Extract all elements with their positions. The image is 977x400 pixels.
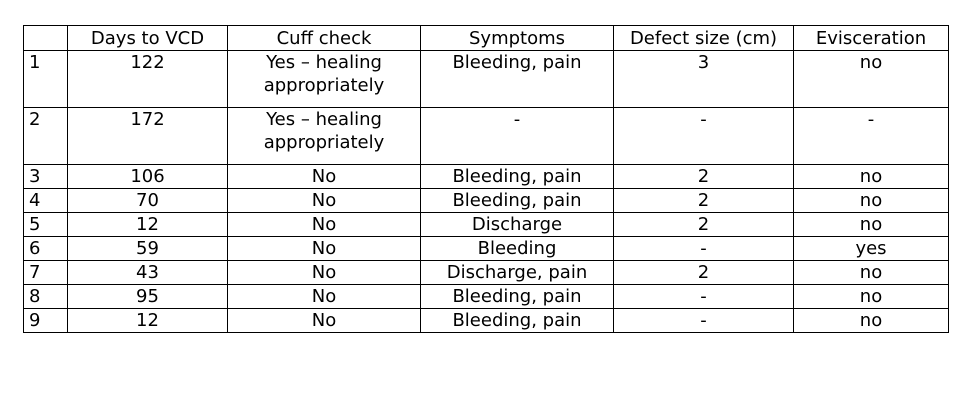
cell-cuff-check: No — [228, 309, 421, 333]
header-evisceration: Evisceration — [794, 26, 949, 51]
header-defect-size: Defect size (cm) — [614, 26, 794, 51]
cell-id: 5 — [24, 213, 68, 237]
data-table — [23, 25, 949, 333]
cell-evisceration: - — [794, 108, 949, 165]
cell-evisceration: no — [794, 189, 949, 213]
header-days-to-vcd: Days to VCD — [68, 26, 228, 51]
cell-cuff-check — [228, 108, 421, 165]
cell-symptoms: Discharge — [421, 213, 614, 237]
cell-days: 95 — [68, 285, 228, 309]
cell-evisceration: no — [794, 309, 949, 333]
cell-days: 70 — [68, 189, 228, 213]
cell-days: 122 — [68, 51, 228, 108]
header-index — [24, 26, 68, 51]
cuff-line-1: Yes – healing — [266, 52, 382, 73]
table-row — [24, 51, 949, 108]
cell-cuff-check: No — [228, 189, 421, 213]
cell-defect-size: 3 — [614, 51, 794, 108]
cell-days: 12 — [68, 213, 228, 237]
cell-cuff-check — [228, 51, 421, 108]
table-row — [24, 261, 949, 285]
header-cuff-check: Cuff check — [228, 26, 421, 51]
cell-cuff-check: No — [228, 165, 421, 189]
cell-id: 2 — [24, 108, 68, 165]
cell-symptoms: Bleeding, pain — [421, 189, 614, 213]
cell-days: 172 — [68, 108, 228, 165]
table-row — [24, 285, 949, 309]
cell-defect-size: - — [614, 237, 794, 261]
table-row — [24, 237, 949, 261]
cell-id: 8 — [24, 285, 68, 309]
header-row — [24, 26, 949, 51]
cell-evisceration: no — [794, 165, 949, 189]
cell-symptoms: Bleeding — [421, 237, 614, 261]
cell-symptoms: Bleeding, pain — [421, 285, 614, 309]
cell-days: 59 — [68, 237, 228, 261]
cell-evisceration: yes — [794, 237, 949, 261]
cell-symptoms: Bleeding, pain — [421, 51, 614, 108]
cell-defect-size: - — [614, 309, 794, 333]
cell-id: 7 — [24, 261, 68, 285]
cuff-line-2: appropriately — [263, 75, 385, 96]
cuff-line-2: appropriately — [263, 132, 385, 153]
cuff-line-1: Yes – healing — [266, 109, 382, 130]
cell-cuff-check: No — [228, 213, 421, 237]
cell-cuff-check: No — [228, 261, 421, 285]
cell-defect-size: - — [614, 108, 794, 165]
header-symptoms: Symptoms — [421, 26, 614, 51]
table-row — [24, 165, 949, 189]
cell-defect-size: 2 — [614, 189, 794, 213]
table-row — [24, 213, 949, 237]
cell-symptoms: - — [421, 108, 614, 165]
cell-evisceration: no — [794, 285, 949, 309]
cell-id: 9 — [24, 309, 68, 333]
cell-days: 106 — [68, 165, 228, 189]
cell-id: 6 — [24, 237, 68, 261]
cell-id: 4 — [24, 189, 68, 213]
cell-id: 3 — [24, 165, 68, 189]
table-row — [24, 108, 949, 165]
cell-evisceration: no — [794, 261, 949, 285]
cell-symptoms: Bleeding, pain — [421, 309, 614, 333]
cell-id: 1 — [24, 51, 68, 108]
table-row — [24, 309, 949, 333]
cell-defect-size: 2 — [614, 261, 794, 285]
table-row — [24, 189, 949, 213]
cell-symptoms: Discharge, pain — [421, 261, 614, 285]
cell-defect-size: 2 — [614, 213, 794, 237]
cell-symptoms: Bleeding, pain — [421, 165, 614, 189]
cell-defect-size: - — [614, 285, 794, 309]
cell-days: 12 — [68, 309, 228, 333]
cell-days: 43 — [68, 261, 228, 285]
cell-cuff-check: No — [228, 285, 421, 309]
cell-defect-size: 2 — [614, 165, 794, 189]
cell-evisceration: no — [794, 213, 949, 237]
cell-cuff-check: No — [228, 237, 421, 261]
cell-evisceration: no — [794, 51, 949, 108]
